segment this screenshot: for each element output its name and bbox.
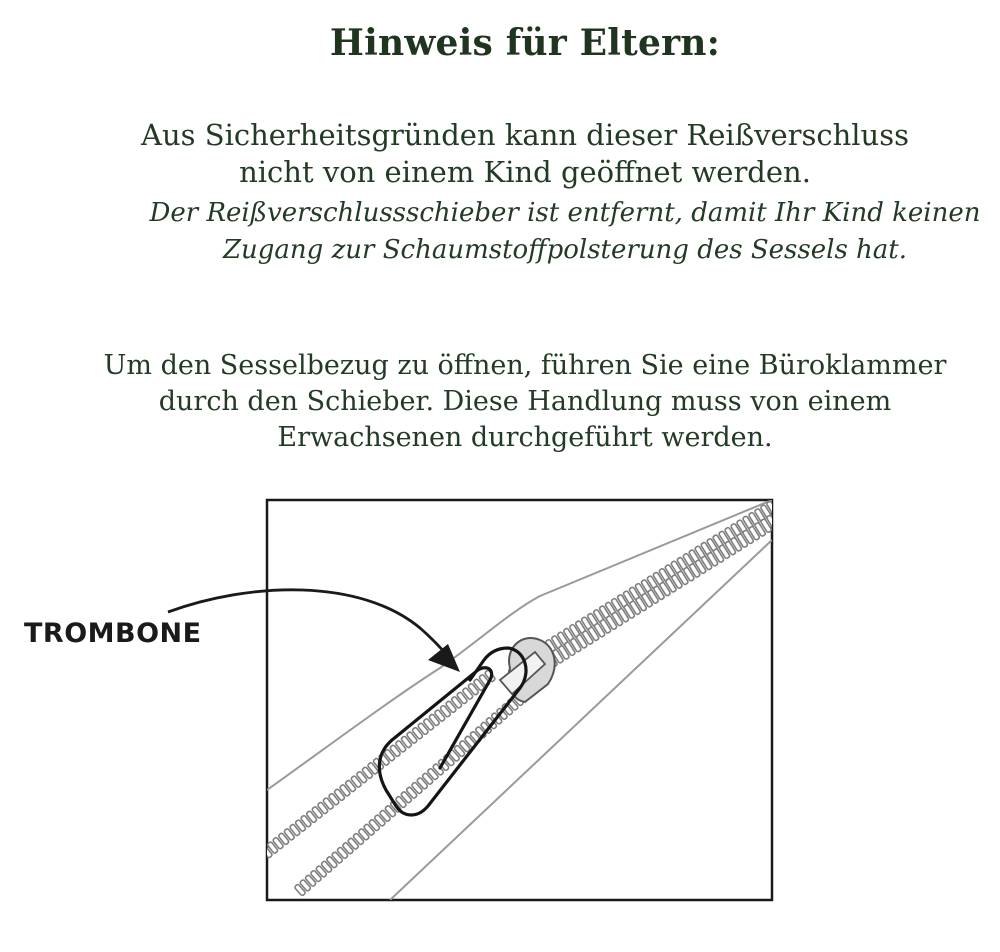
zipper-paperclip-illustration xyxy=(0,490,1000,910)
instructions-line-1: Um den Sesselbezug zu öffnen, führen Sie eine Büroklammer xyxy=(103,350,947,381)
safety-notice-line-2: nicht von einem Kind geöffnet werden. xyxy=(239,155,811,189)
instructions xyxy=(40,348,1000,456)
safety-notice-italic-line-1: Der Reißverschlussschieber ist entfernt, damit Ihr Kind keinen xyxy=(149,198,981,228)
safety-notice-line-1: Aus Sicherheitsgründen kann dieser Reißverschluss xyxy=(141,118,909,152)
instructions-line-3: Erwachsenen durchgeführt werden. xyxy=(277,422,773,453)
safety-notice-italic-line-2: Zugang zur Schaumstoffpolsterung des Sessels hat. xyxy=(222,235,908,265)
safety-notice-italic xyxy=(60,195,1000,269)
safety-notice xyxy=(60,117,990,191)
trombone-label: TROMBONE xyxy=(24,618,202,649)
page-heading: Hinweis für Eltern: xyxy=(329,22,721,64)
instructions-line-2: durch den Schieber. Diese Handlung muss von einem xyxy=(158,386,892,417)
